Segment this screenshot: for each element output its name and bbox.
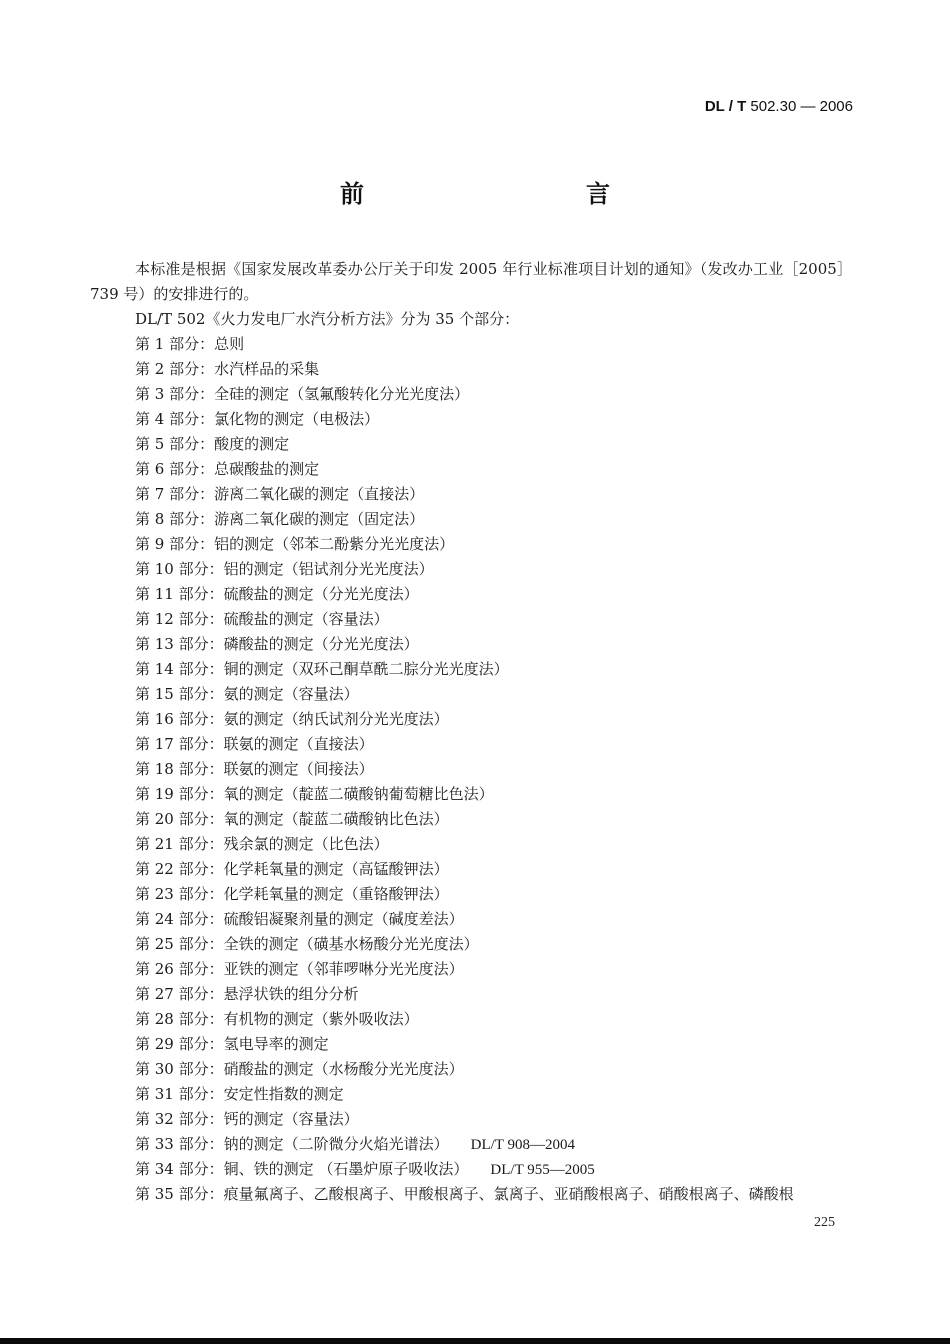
part-label: 第 8 部分： xyxy=(135,510,215,528)
part-reference: DL/T 908—2004 xyxy=(470,1137,575,1153)
standard-code xyxy=(705,98,853,115)
part-label: 第 34 部分： xyxy=(135,1160,224,1178)
part-label: 第 30 部分： xyxy=(135,1060,224,1078)
part-label: 第 15 部分： xyxy=(135,685,224,703)
list-item xyxy=(90,1182,852,1207)
part-label: 第 27 部分： xyxy=(135,985,224,1003)
list-item xyxy=(90,732,852,757)
list-item xyxy=(90,1132,852,1157)
list-item xyxy=(90,682,852,707)
part-title: 氧的测定（靛蓝二磺酸钠葡萄糖比色法） xyxy=(223,785,494,803)
list-item xyxy=(90,607,852,632)
part-title: 氯化物的测定（电极法） xyxy=(214,410,380,428)
part-title: 硫酸盐的测定（分光光度法） xyxy=(223,585,419,603)
list-item xyxy=(90,782,852,807)
part-title: 全铁的测定（磺基水杨酸分光光度法） xyxy=(223,935,479,953)
part-label: 第 9 部分： xyxy=(135,535,215,553)
part-title: 悬浮状铁的组分分析 xyxy=(223,985,359,1003)
part-reference: DL/T 955—2005 xyxy=(490,1162,595,1178)
page-number: 225 xyxy=(814,1215,835,1230)
list-item xyxy=(90,932,852,957)
list-item xyxy=(90,632,852,657)
part-title: 痕量氟离子、乙酸根离子、甲酸根离子、氯离子、亚硝酸根离子、硝酸根离子、磷酸根 xyxy=(223,1185,794,1203)
part-label: 第 11 部分： xyxy=(135,585,224,603)
part-title: 铜的测定（双环己酮草酰二腙分光光度法） xyxy=(223,660,509,678)
part-title: 硫酸盐的测定（容量法） xyxy=(223,610,389,628)
part-label: 第 19 部分： xyxy=(135,785,224,803)
part-title: 联氨的测定（间接法） xyxy=(223,760,374,778)
standard-code-number: 502.30 — 2006 xyxy=(750,98,853,115)
list-item xyxy=(90,357,852,382)
part-title: 化学耗氧量的测定（高锰酸钾法） xyxy=(223,860,449,878)
document-body xyxy=(90,257,852,1207)
list-item xyxy=(90,407,852,432)
list-item xyxy=(90,807,852,832)
list-item xyxy=(90,1057,852,1082)
part-title: 游离二氧化碳的测定（固定法） xyxy=(214,510,425,528)
part-label: 第 16 部分： xyxy=(135,710,224,728)
part-title: 钙的测定（容量法） xyxy=(223,1110,359,1128)
list-item xyxy=(90,1082,852,1107)
part-title: 氧的测定（靛蓝二磺酸钠比色法） xyxy=(223,810,449,828)
part-label: 第 6 部分： xyxy=(135,460,215,478)
list-item xyxy=(90,657,852,682)
part-label: 第 26 部分： xyxy=(135,960,224,978)
parts-list xyxy=(90,332,852,1207)
part-label: 第 13 部分： xyxy=(135,635,224,653)
list-item xyxy=(90,982,852,1007)
list-item xyxy=(90,332,852,357)
parts-intro-paragraph: DL/T 502《火力发电厂水汽分析方法》分为 35 个部分： xyxy=(135,310,520,328)
part-title: 总碳酸盐的测定 xyxy=(214,460,320,478)
part-title: 有机物的测定（紫外吸收法） xyxy=(223,1010,419,1028)
part-label: 第 24 部分： xyxy=(135,910,224,928)
part-title: 氨的测定（纳氏试剂分光光度法） xyxy=(223,710,449,728)
part-label: 第 3 部分： xyxy=(135,385,215,403)
part-label: 第 22 部分： xyxy=(135,860,224,878)
list-item xyxy=(90,507,852,532)
part-title: 铝的测定（铝试剂分光光度法） xyxy=(223,560,434,578)
list-item xyxy=(90,957,852,982)
part-label: 第 35 部分： xyxy=(135,1185,224,1203)
part-label: 第 2 部分： xyxy=(135,360,215,378)
part-label: 第 10 部分： xyxy=(135,560,224,578)
part-title: 化学耗氧量的测定（重铬酸钾法） xyxy=(223,885,449,903)
part-title: 氨的测定（容量法） xyxy=(223,685,359,703)
part-title: 亚铁的测定（邻菲啰啉分光光度法） xyxy=(223,960,464,978)
part-label: 第 20 部分： xyxy=(135,810,224,828)
part-label: 第 4 部分： xyxy=(135,410,215,428)
list-item xyxy=(90,382,852,407)
list-item xyxy=(90,1107,852,1132)
part-title: 氢电导率的测定 xyxy=(223,1035,329,1053)
list-item xyxy=(90,707,852,732)
list-item xyxy=(90,557,852,582)
part-label: 第 18 部分： xyxy=(135,760,224,778)
part-title: 钠的测定（二阶微分火焰光谱法） xyxy=(223,1135,449,1153)
part-title: 全硅的测定（氢氟酸转化分光光度法） xyxy=(214,385,470,403)
part-label: 第 12 部分： xyxy=(135,610,224,628)
part-label: 第 7 部分： xyxy=(135,485,215,503)
part-title: 铜、铁的测定 （石墨炉原子吸收法） xyxy=(223,1160,469,1178)
part-title: 水汽样品的采集 xyxy=(214,360,320,378)
list-item xyxy=(90,1157,852,1182)
list-item xyxy=(90,582,852,607)
part-title: 游离二氧化碳的测定（直接法） xyxy=(214,485,425,503)
part-title: 酸度的测定 xyxy=(214,435,290,453)
list-item xyxy=(90,1007,852,1032)
part-title: 硫酸铝凝聚剂量的测定（碱度差法） xyxy=(223,910,464,928)
part-title: 联氨的测定（直接法） xyxy=(223,735,374,753)
standard-code-prefix: DL / T xyxy=(704,98,747,115)
list-item xyxy=(90,432,852,457)
part-label: 第 32 部分： xyxy=(135,1110,224,1128)
list-item xyxy=(90,457,852,482)
part-label: 第 17 部分： xyxy=(135,735,224,753)
part-label: 第 33 部分： xyxy=(135,1135,224,1153)
part-label: 第 31 部分： xyxy=(135,1085,224,1103)
list-item xyxy=(90,482,852,507)
part-title: 残余氯的测定（比色法） xyxy=(223,835,389,853)
list-item xyxy=(90,1032,852,1057)
list-item xyxy=(90,757,852,782)
part-label: 第 25 部分： xyxy=(135,935,224,953)
part-title: 磷酸盐的测定（分光光度法） xyxy=(223,635,419,653)
list-item xyxy=(90,882,852,907)
list-item xyxy=(90,532,852,557)
part-title: 安定性指数的测定 xyxy=(223,1085,344,1103)
page-title: 前 言 xyxy=(340,180,668,208)
list-item xyxy=(90,857,852,882)
part-title: 硝酸盐的测定（水杨酸分光光度法） xyxy=(223,1060,464,1078)
part-label: 第 1 部分： xyxy=(135,335,215,353)
list-item xyxy=(90,907,852,932)
part-title: 总则 xyxy=(214,335,245,353)
intro-paragraph: 本标准是根据《国家发展改革委办公厅关于印发 2005 年行业标准项目计划的通知》（发改办工业［2005］739 号）的安排进行的。 xyxy=(90,260,852,303)
part-label: 第 23 部分： xyxy=(135,885,224,903)
part-label: 第 28 部分： xyxy=(135,1010,224,1028)
part-label: 第 14 部分： xyxy=(135,660,224,678)
part-title: 铝的测定（邻苯二酚紫分光光度法） xyxy=(214,535,455,553)
part-label: 第 5 部分： xyxy=(135,435,215,453)
list-item xyxy=(90,832,852,857)
part-label: 第 29 部分： xyxy=(135,1035,224,1053)
part-label: 第 21 部分： xyxy=(135,835,224,853)
bottom-rule xyxy=(0,1338,950,1344)
